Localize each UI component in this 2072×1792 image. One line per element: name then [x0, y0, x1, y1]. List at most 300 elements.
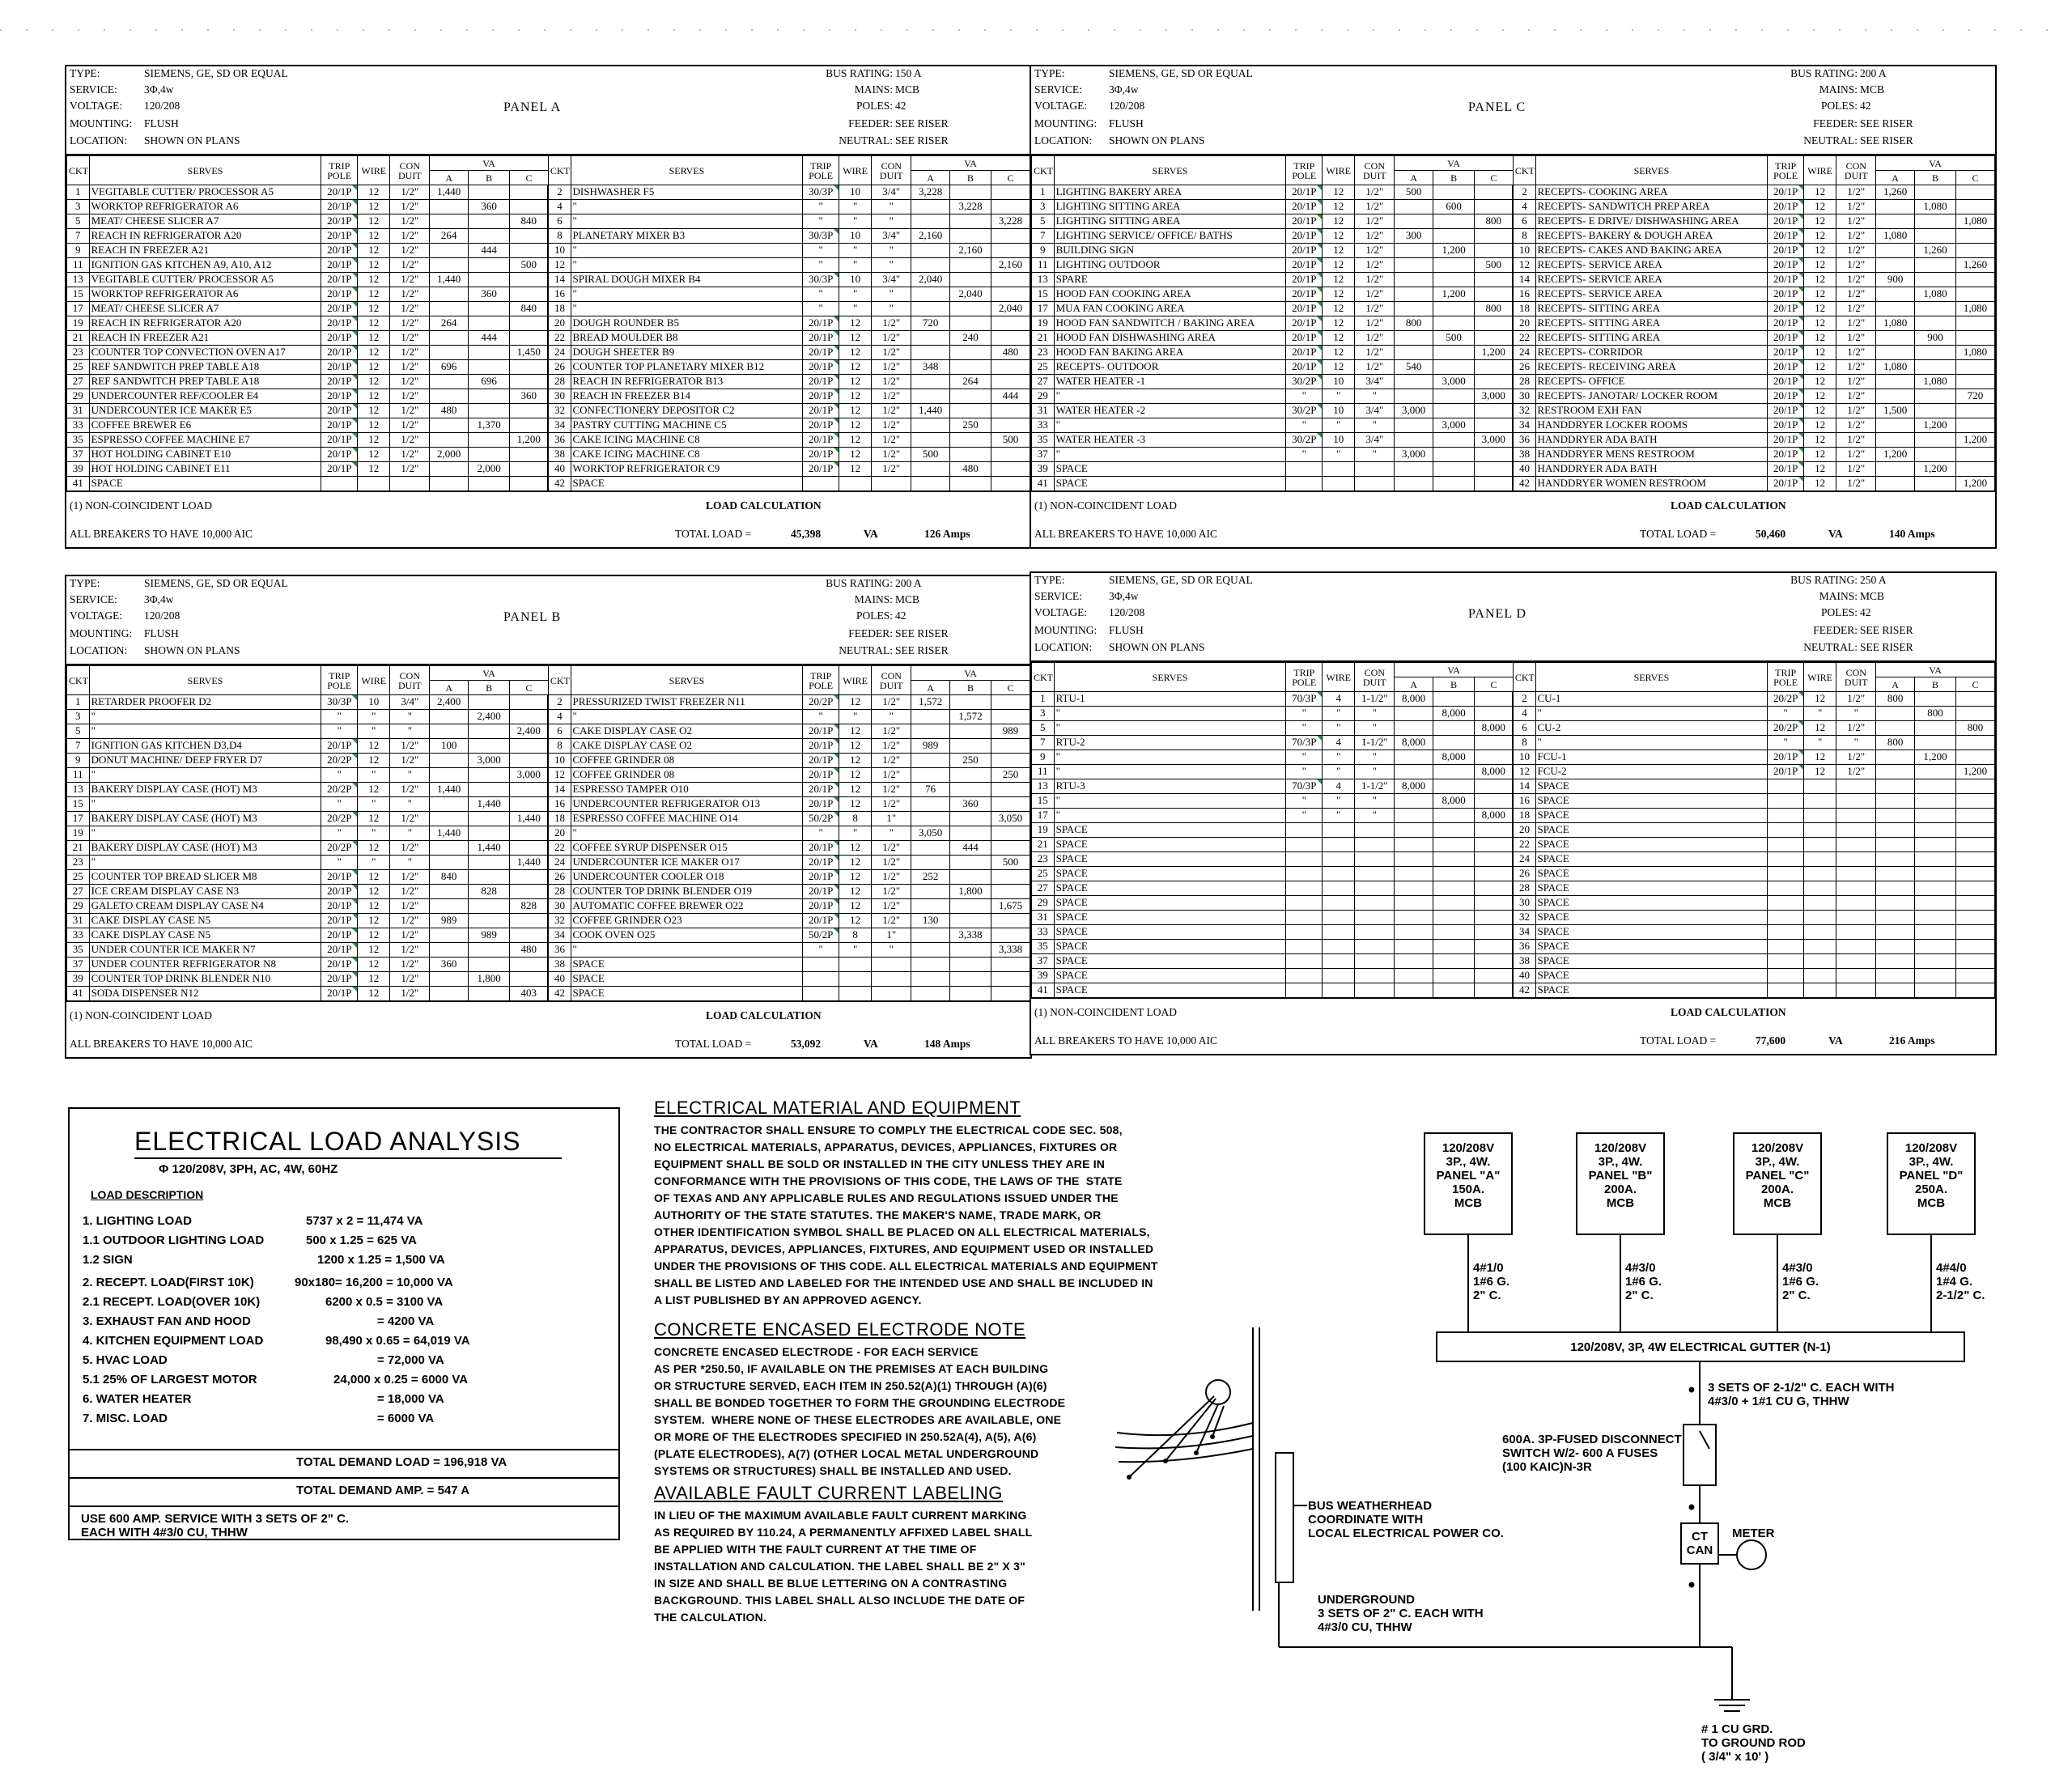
table-cell: 14: [548, 273, 571, 287]
table-cell: 12: [358, 287, 390, 302]
table-cell: 70/3P: [1286, 736, 1323, 750]
table-cell: FCU-2: [1535, 765, 1768, 779]
table-cell: ": [390, 724, 430, 739]
table-cell: 20/1P: [1768, 462, 1804, 477]
column-header: VA: [1876, 663, 1995, 677]
table-cell: 76: [911, 783, 950, 797]
drop-dot: [1194, 1450, 1199, 1455]
header-label-bus_rating: BUS RATING:: [826, 577, 893, 589]
table-cell: 10: [839, 185, 871, 200]
table-cell: 1,440: [430, 826, 469, 841]
table-cell: 2,000: [430, 448, 469, 462]
table-cell: 25: [1032, 867, 1055, 881]
table-cell: 13: [67, 783, 90, 797]
header-label-poles: POLES:: [1820, 606, 1858, 618]
table-cell: 12: [358, 273, 390, 287]
table-cell: 10: [548, 754, 571, 768]
table-cell: 30: [1513, 389, 1535, 404]
table-cell: 1/2": [1836, 331, 1876, 346]
table-cell: GALETO CREAM DISPLAY CASE N4: [89, 899, 321, 914]
table-cell: 10: [358, 695, 390, 710]
total-load-value: 50,460: [1756, 528, 1786, 540]
table-cell: 1/2": [390, 987, 430, 1001]
table-cell: PRESSURIZED TWIST FREEZER N11: [571, 695, 803, 710]
table-cell: 3,000: [1395, 448, 1433, 462]
table-cell: 20/1P: [321, 389, 358, 404]
table-cell: 1/2": [872, 870, 911, 885]
table-cell: 20/1P: [1768, 331, 1804, 346]
table-cell: 20/2P: [321, 783, 358, 797]
bullet-dot: [1689, 1505, 1695, 1510]
table-cell: ": [1054, 707, 1286, 721]
table-cell: MEAT/ CHEESE SLICER A7: [89, 214, 321, 229]
sets-note: 3 SETS OF 2-1/2" C. EACH WITH 4#3/0 + 1#1 CU G, THHW: [1708, 1381, 1895, 1408]
table-cell: 20/1P: [321, 185, 358, 200]
table-cell: ": [89, 797, 321, 812]
table-cell: ": [321, 724, 358, 739]
header-value-mounting: FLUSH: [1109, 117, 1144, 130]
table-cell: BREAD MOULDER B8: [571, 331, 803, 346]
table-cell: ": [390, 797, 430, 812]
total-load-label: TOTAL LOAD =: [1640, 1034, 1717, 1047]
table-cell: 20/1P: [1286, 331, 1323, 346]
column-header: SERVES: [571, 666, 803, 695]
table-cell: ": [1286, 794, 1323, 809]
table-cell: 20/2P: [321, 754, 358, 768]
table-cell: ESPRESSO COFFEE MACHINE O14: [571, 812, 803, 826]
table-cell: 360: [469, 200, 510, 214]
table-cell: 28: [548, 375, 571, 389]
material-notes-body: THE CONTRACTOR SHALL ENSURE TO COMPLY THE ELECTRICAL CODE SEC. 508, NO ELECTRICAL MATERIALS, APPARATUS, DEVICES, APPLIANCES, FIXTURES OR EQUIPMENT SHALL BE SOLD OR INSTALLED IN THE CITY UNLESS THEY ARE IN CONFORMANCE WITH THE PROVISIONS OF THIS CODE, THE LAWS OF THE STATE OF TEXAS AND ANY APPLICABLE RULES AND REGULATIONS ISSUED UNDER THE AUTHORITY OF THE STATE STATUTES. THE MAKER'S NAME, TRADE MARK, OR OTHER IDENTIFICATION SYMBOL SHALL BE PLACED ON ALL ELECTRICAL MATERIALS, APPARATUS, DEVICES, APPLIANCES, FIXTURES, AND EQUIPMENT USED OR INSTALLED UNDER THE PROVISIONS OF THIS CODE. ALL ELECTRICAL MATERIALS AND EQUIPMENT SHALL BE LISTED AND LABELED FOR THE INTENDED USE AND SHALL BE INCLUDED IN A LIST PUBLISHED BY AN APPROVED AGENCY.: [654, 1123, 1158, 1306]
table-cell: 12: [839, 433, 871, 448]
table-cell: 1/2": [872, 331, 911, 346]
table-cell: SPACE: [1535, 925, 1768, 940]
table-cell: 800: [1475, 302, 1514, 316]
table-cell: 7: [1032, 736, 1055, 750]
table-cell: 3: [1032, 200, 1055, 214]
header-value-service: 3Φ,4w: [144, 83, 174, 96]
table-cell: RECEPTS- OUTDOOR: [1054, 360, 1286, 375]
table-cell: 250: [949, 418, 991, 433]
table-cell: 24: [1513, 346, 1535, 360]
table-cell: 1/2": [1836, 692, 1876, 707]
table-cell: SPACE: [1054, 969, 1286, 983]
table-cell: 20/1P: [803, 404, 839, 418]
table-cell: 1/2": [390, 258, 430, 273]
table-cell: 12: [548, 768, 571, 783]
table-cell: 1/2": [390, 783, 430, 797]
table-cell: 2: [548, 185, 571, 200]
table-cell: 3,000: [510, 768, 549, 783]
table-cell: WATER HEATER -2: [1054, 404, 1286, 418]
load-item-label: 6. WATER HEATER: [83, 1392, 192, 1406]
table-cell: VEGITABLE CUTTER/ PROCESSOR A5: [89, 273, 321, 287]
table-cell: SPACE: [1535, 896, 1768, 911]
table-cell: 10: [839, 273, 871, 287]
table-cell: 34: [548, 928, 571, 943]
column-header: SERVES: [1054, 156, 1286, 185]
table-cell: 12: [358, 200, 390, 214]
table-cell: 800: [1876, 736, 1915, 750]
table-cell: 19: [67, 826, 90, 841]
table-cell: 1": [872, 928, 911, 943]
table-cell: 10: [1513, 244, 1535, 258]
table-cell: 1/2": [1355, 229, 1395, 244]
column-header-text: POLE: [1773, 676, 1798, 688]
table-cell: WATER HEATER -1: [1054, 375, 1286, 389]
table-cell: 1,200: [1433, 287, 1475, 302]
table-cell: SPACE: [1054, 477, 1286, 491]
ct-can-label: CT CAN: [1686, 1530, 1713, 1557]
table-cell: ": [1323, 721, 1355, 736]
table-cell: 20/1P: [1286, 316, 1323, 331]
table-cell: 300: [1395, 229, 1433, 244]
table-cell: RECEPTS- COOKING AREA: [1535, 185, 1768, 200]
electrode-note-title: CONCRETE ENCASED ELECTRODE NOTE: [654, 1319, 1026, 1340]
table-cell: 3,050: [911, 826, 950, 841]
table-cell: UNDERCOUNTER REF/COOLER E4: [89, 389, 321, 404]
header-value-service: 3Φ,4w: [144, 593, 174, 605]
table-cell: 1/2": [1836, 273, 1876, 287]
header-label-voltage: VOLTAGE:: [70, 609, 123, 622]
table-cell: 130: [911, 914, 950, 928]
table-cell: ": [872, 200, 911, 214]
table-cell: 1,260: [1876, 185, 1915, 200]
table-cell: 23: [1032, 852, 1055, 867]
table-cell: ": [571, 302, 803, 316]
table-cell: 12: [358, 185, 390, 200]
table-cell: SPACE: [1054, 911, 1286, 925]
table-cell: 13: [1032, 273, 1055, 287]
table-cell: 39: [1032, 462, 1055, 477]
riser-panel-a-label: 120/208V 3P., 4W. PANEL "A" 150A. MCB: [1436, 1141, 1501, 1210]
column-header: CKT: [548, 666, 571, 695]
table-cell: 12: [1803, 750, 1836, 765]
table-cell: 1/2": [390, 302, 430, 316]
header-value-poles: 42: [1860, 100, 1871, 112]
table-cell: HOT HOLDING CABINET E11: [89, 462, 321, 477]
table-cell: 20/1P: [321, 943, 358, 958]
table-cell: 34: [548, 418, 571, 433]
column-header-text: POLE: [809, 169, 834, 181]
underground-label: UNDERGROUND 3 SETS OF 2" C. EACH WITH 4#3/0 CU, THHW: [1318, 1593, 1484, 1634]
table-cell: WORKTOP REFRIGERATOR C9: [571, 462, 803, 477]
table-cell: 39: [67, 462, 90, 477]
table-cell: 12: [839, 331, 871, 346]
table-cell: 20/2P: [321, 841, 358, 856]
table-cell: 2,400: [469, 710, 510, 724]
table-cell: 33: [67, 418, 90, 433]
table-cell: HOT HOLDING CABINET E10: [89, 448, 321, 462]
service-drop-4: [1129, 1396, 1214, 1477]
table-cell: ": [571, 287, 803, 302]
table-cell: 27: [67, 885, 90, 899]
table-cell: 12: [1803, 302, 1836, 316]
table-cell: ": [1355, 809, 1395, 823]
table-cell: 12: [358, 404, 390, 418]
table-cell: ": [1768, 736, 1804, 750]
table-cell: 1/2": [390, 958, 430, 972]
table-cell: 40: [548, 972, 571, 987]
column-header: C: [1955, 171, 1994, 185]
table-cell: 1/2": [872, 433, 911, 448]
table-cell: 34: [1513, 418, 1535, 433]
table-cell: 2: [1513, 185, 1535, 200]
table-cell: 16: [548, 287, 571, 302]
table-cell: ": [839, 287, 871, 302]
table-cell: 1,080: [1955, 302, 1994, 316]
table-cell: 20/1P: [803, 899, 839, 914]
table-cell: 1/2": [872, 389, 911, 404]
table-cell: 30/3P: [803, 229, 839, 244]
table-cell: 20/1P: [803, 856, 839, 870]
column-header: C: [510, 681, 549, 695]
header-value-location: SHOWN ON PLANS: [1109, 641, 1205, 653]
header-label-poles: POLES:: [856, 100, 893, 112]
table-cell: 4: [1323, 779, 1355, 794]
table-cell: 1/2": [390, 316, 430, 331]
table-cell: 20/1P: [1286, 214, 1323, 229]
table-cell: 16: [1513, 287, 1535, 302]
table-cell: 20: [1513, 316, 1535, 331]
table-cell: 2,160: [991, 258, 1030, 273]
table-cell: 12: [358, 229, 390, 244]
table-cell: SPACE: [1535, 969, 1768, 983]
column-header: B: [1914, 677, 1955, 692]
table-cell: 1,200: [1876, 448, 1915, 462]
column-header: WIRE: [1323, 156, 1355, 185]
table-cell: 7: [67, 739, 90, 754]
table-cell: 264: [430, 316, 469, 331]
drop-dot: [1127, 1475, 1132, 1480]
table-cell: 34: [1513, 925, 1535, 940]
table-cell: 12: [1803, 244, 1836, 258]
header-value-mains: MCB: [1860, 590, 1885, 602]
header-value-feeder: SEE RISER: [895, 627, 949, 639]
column-header: CKT: [1032, 156, 1055, 185]
table-cell: 31: [1032, 404, 1055, 418]
table-cell: 8,000: [1475, 721, 1514, 736]
table-cell: 1,572: [911, 695, 950, 710]
header-label-type: TYPE:: [70, 577, 100, 589]
table-cell: REACH IN FREEZER A21: [89, 244, 321, 258]
table-cell: 12: [839, 856, 871, 870]
table-cell: 20/1P: [803, 754, 839, 768]
table-cell: 20/1P: [803, 375, 839, 389]
table-cell: 1,080: [1955, 214, 1994, 229]
header-value-mains: MCB: [895, 593, 920, 605]
table-cell: 20/1P: [321, 885, 358, 899]
bullet-dot: [1689, 1387, 1695, 1393]
table-cell: ": [1355, 750, 1395, 765]
table-cell: 12: [1803, 448, 1836, 462]
header-label-service: SERVICE:: [1034, 590, 1082, 602]
table-cell: ": [1323, 765, 1355, 779]
meter-base-box: [1276, 1453, 1293, 1582]
table-cell: 1/2": [872, 885, 911, 899]
table-cell: 3,000: [1433, 375, 1475, 389]
table-cell: 252: [911, 870, 950, 885]
table-cell: SPACE: [89, 477, 321, 491]
table-cell: ": [1323, 750, 1355, 765]
table-cell: 12: [358, 841, 390, 856]
table-cell: 1/2": [1355, 302, 1395, 316]
table-cell: 444: [469, 331, 510, 346]
table-cell: ": [839, 826, 871, 841]
table-cell: 360: [510, 389, 549, 404]
table-cell: 20/1P: [803, 331, 839, 346]
table-cell: 1,675: [991, 899, 1030, 914]
table-cell: 3/4": [872, 185, 911, 200]
table-cell: 989: [430, 914, 469, 928]
table-cell: PASTRY CUTTING MACHINE C5: [571, 418, 803, 433]
table-cell: ": [1323, 794, 1355, 809]
table-cell: 39: [1032, 969, 1055, 983]
service-drop-3: [1119, 1449, 1253, 1462]
load-item-calc: 6200 x 0.5 = 3100 VA: [325, 1295, 444, 1309]
table-cell: ": [1355, 707, 1395, 721]
table-cell: ": [390, 710, 430, 724]
header-label-mounting: MOUNTING:: [1034, 624, 1098, 636]
table-cell: 1/2": [1355, 214, 1395, 229]
table-cell: 30: [548, 899, 571, 914]
table-cell: 20/1P: [321, 302, 358, 316]
header-label-mains: MAINS:: [1819, 590, 1858, 602]
table-cell: 12: [839, 404, 871, 418]
table-cell: 1,440: [430, 185, 469, 200]
table-cell: 1": [872, 812, 911, 826]
table-cell: SPACE: [1535, 838, 1768, 852]
table-cell: 12: [1513, 765, 1535, 779]
table-cell: RECEPTS- SERVICE AREA: [1535, 258, 1768, 273]
table-cell: 1/2": [390, 229, 430, 244]
table-cell: 20/2P: [321, 812, 358, 826]
table-cell: 1/2": [1355, 360, 1395, 375]
table-cell: 1/2": [390, 346, 430, 360]
table-cell: 10: [1323, 375, 1355, 389]
table-cell: 1/2": [390, 885, 430, 899]
table-cell: 1,200: [1914, 462, 1955, 477]
table-cell: 28: [1513, 375, 1535, 389]
header-label-feeder: FEEDER:: [848, 627, 893, 639]
table-cell: 2,400: [430, 695, 469, 710]
total-load-label: TOTAL LOAD =: [1640, 528, 1717, 540]
load-item-label: 4. KITCHEN EQUIPMENT LOAD: [83, 1334, 264, 1348]
table-cell: 20/1P: [803, 768, 839, 783]
table-cell: SPACE: [571, 972, 803, 987]
column-header-text: TRIP: [1293, 159, 1315, 172]
column-header: B: [1914, 171, 1955, 185]
table-cell: ": [1355, 389, 1395, 404]
table-cell: 12: [358, 972, 390, 987]
table-cell: 12: [1803, 375, 1836, 389]
table-cell: ": [321, 768, 358, 783]
table-cell: 12: [358, 360, 390, 375]
table-cell: 37: [1032, 448, 1055, 462]
table-cell: 3,000: [1475, 433, 1514, 448]
table-cell: 32: [548, 404, 571, 418]
table-cell: REF SANDWITCH PREP TABLE A18: [89, 360, 321, 375]
total-load-unit: VA: [864, 1038, 878, 1050]
table-cell: 800: [1395, 316, 1433, 331]
table-cell: 8,000: [1475, 809, 1514, 823]
column-header: C: [1955, 677, 1994, 692]
table-cell: 3,338: [991, 943, 1030, 958]
table-cell: SPACE: [571, 477, 803, 491]
table-cell: ": [89, 710, 321, 724]
table-cell: 24: [548, 856, 571, 870]
table-cell: 36: [548, 943, 571, 958]
header-value-location: SHOWN ON PLANS: [144, 134, 240, 147]
table-cell: 12: [1323, 302, 1355, 316]
table-cell: ": [1535, 736, 1768, 750]
table-cell: SPACE: [1535, 823, 1768, 838]
table-cell: RECEPTS- SITTING AREA: [1535, 316, 1768, 331]
table-cell: SPACE: [1054, 925, 1286, 940]
table-cell: 1/2": [390, 418, 430, 433]
table-cell: SPACE: [1054, 852, 1286, 867]
column-header: VA: [911, 156, 1030, 171]
column-header-text: DUIT: [1844, 169, 1868, 181]
table-cell: 250: [949, 754, 991, 768]
table-cell: ": [1355, 418, 1395, 433]
table-cell: 360: [469, 287, 510, 302]
table-cell: 900: [1914, 331, 1955, 346]
table-cell: ": [1054, 765, 1286, 779]
table-cell: 20/1P: [1768, 229, 1804, 244]
table-cell: 1/2": [390, 462, 430, 477]
table-cell: 1/2": [1836, 258, 1876, 273]
table-cell: 500: [1433, 331, 1475, 346]
table-cell: ": [358, 710, 390, 724]
table-cell: 20/1P: [1768, 316, 1804, 331]
table-cell: SPACE: [1535, 940, 1768, 954]
drop-dot: [1210, 1434, 1215, 1439]
table-cell: 3,228: [949, 200, 991, 214]
table-cell: 8,000: [1395, 779, 1433, 794]
header-value-poles: 42: [895, 609, 906, 622]
table-cell: ": [803, 943, 839, 958]
table-cell: 29: [67, 899, 90, 914]
table-cell: 1,450: [510, 346, 549, 360]
table-cell: ": [1286, 809, 1323, 823]
table-cell: 2: [548, 695, 571, 710]
table-cell: 250: [991, 768, 1030, 783]
table-cell: 20/1P: [803, 914, 839, 928]
table-cell: ": [839, 258, 871, 273]
table-cell: ": [1286, 765, 1323, 779]
header-label-bus_rating: BUS RATING:: [826, 67, 893, 79]
table-cell: REACH IN REFRIGERATOR A20: [89, 229, 321, 244]
table-cell: 12: [358, 214, 390, 229]
table-cell: 1/2": [390, 244, 430, 258]
column-header: WIRE: [839, 666, 871, 695]
riser-panel-c-label: 120/208V 3P., 4W. PANEL "C" 200A. MCB: [1745, 1141, 1810, 1210]
table-cell: 29: [1032, 389, 1055, 404]
table-cell: ": [803, 302, 839, 316]
table-cell: 1/2": [1836, 214, 1876, 229]
table-cell: 444: [991, 389, 1030, 404]
table-cell: 14: [548, 783, 571, 797]
table-cell: ": [1286, 750, 1323, 765]
column-header: WIRE: [839, 156, 871, 185]
table-cell: CU-2: [1535, 721, 1768, 736]
column-header: B: [469, 681, 510, 695]
table-cell: ": [571, 244, 803, 258]
table-cell: 16: [548, 797, 571, 812]
table-cell: 12: [358, 433, 390, 448]
table-cell: CAKE DISPLAY CASE O2: [571, 739, 803, 754]
